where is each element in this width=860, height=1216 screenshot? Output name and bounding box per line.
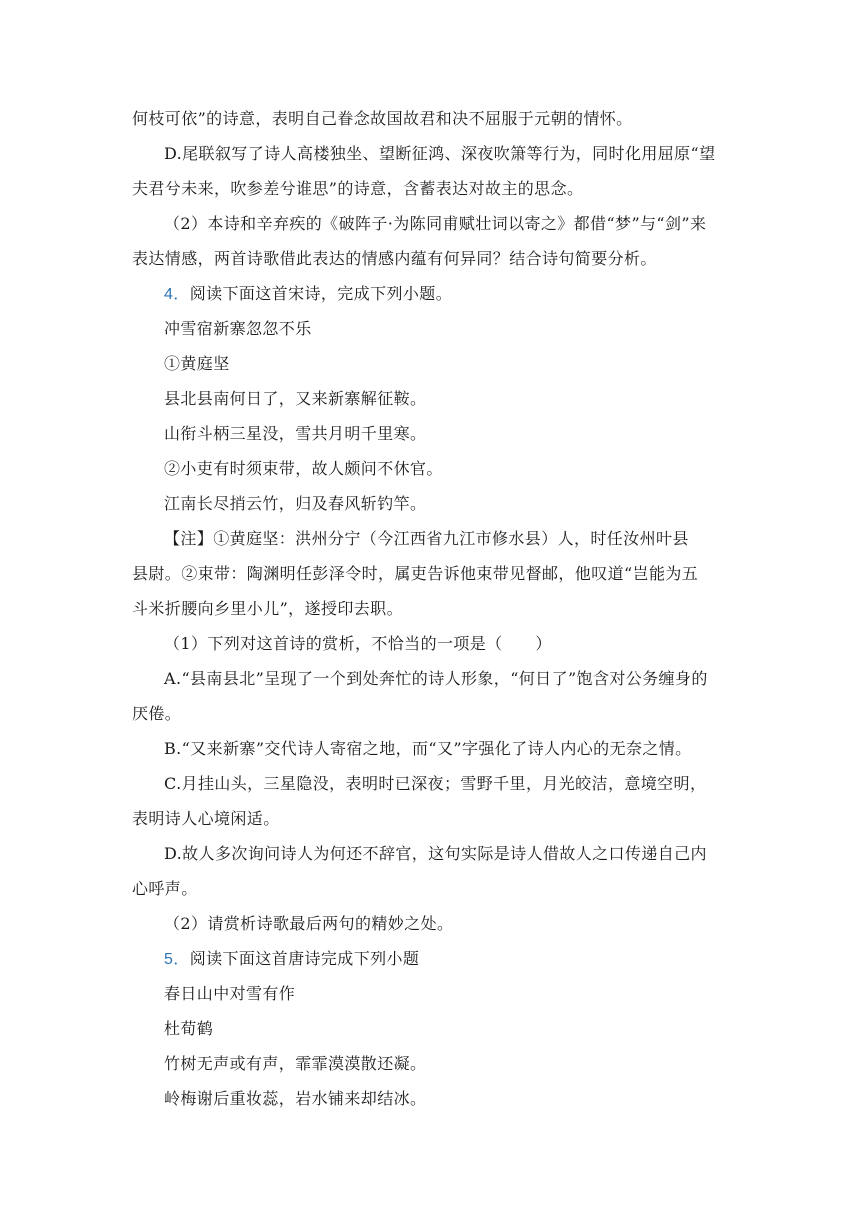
text-line: 表明诗人心境闲适。 [132,809,280,828]
poem-title: 春日山中对雪有作 [164,984,296,1003]
question-number: 5． [164,951,190,968]
question-prompt: 阅读下面这首宋诗，完成下列小题。 [189,284,453,303]
poem-author: 杜荀鹤 [164,1019,214,1038]
poem-line: 竹树无声或有声，霏霏漠漠散还凝。 [164,1054,427,1073]
question-4-heading [164,283,764,306]
question-5-heading [164,948,764,971]
text-line: 何枝可依”的诗意，表明自己眷念故国故君和决不屈服于元朝的情怀。 [132,109,633,128]
option-b-line: B.“又来新寨”交代诗人寄宿之地，而“又”字强化了诗人内心的无奈之情。 [164,739,692,758]
text-line: 心呼声。 [132,879,198,898]
note-line: 斗米折腰向乡里小儿”，遂授印去职。 [132,599,403,618]
sub-question-1: （1）下列对这首诗的赏析，不恰当的一项是（ ） [164,634,552,653]
poem-line: ②小吏有时须束带，故人颇问不休官。 [164,459,443,478]
text-line: 夫君兮未来，吹参差兮谁思”的诗意，含蓄表达对故主的思念。 [132,179,584,198]
sub-question-2: （2）本诗和辛弃疾的《破阵子·为陈同甫赋壮词以寄之》都借“梦”与“剑”来 [164,214,707,233]
option-c-line: C.月挂山头，三星隐没，表明时已深夜；雪野千里，月光皎洁，意境空明， [164,774,707,793]
poem-author: ①黄庭坚 [164,354,230,373]
option-d-line: D.尾联叙写了诗人高楼独坐、望断征鸿、深夜吹箫等行为，同时化用屈原“望 [164,144,716,163]
poem-line: 山衔斗柄三星没，雪共月明千里寒。 [164,424,427,443]
question-number: 4． [164,286,190,303]
poem-line: 江南长尽捎云竹，归及春风斩钓竿。 [164,494,427,513]
note-line: 【注】①黄庭坚：洪州分宁（今江西省九江市修水县）人，时任汝州叶县 [164,529,689,548]
poem-line: 岭梅谢后重妆蕊，岩水铺来却结冰。 [164,1089,427,1108]
option-a-line: A.“县南县北”呈现了一个到处奔忙的诗人形象，“何日了”饱含对公务缠身的 [164,669,708,688]
sub-question-2: （2）请赏析诗歌最后两句的精妙之处。 [164,914,454,933]
option-d-line: D.故人多次询问诗人为何还不辞官，这句实际是诗人借故人之口传递自己内 [164,844,707,863]
poem-title: 冲雪宿新寨忽忽不乐 [164,319,312,338]
note-line: 县尉。②束带：陶渊明任彭泽令时，属吏告诉他束带见督邮，他叹道“岂能为五 [132,564,699,583]
text-line: 表达情感，两首诗歌借此表达的情感内蕴有何异同？结合诗句简要分析。 [132,249,657,268]
text-line: 厌倦。 [132,704,182,723]
poem-line: 县北县南何日了，又来新寨解征鞍。 [164,389,427,408]
question-prompt: 阅读下面这首唐诗完成下列小题 [189,949,420,968]
